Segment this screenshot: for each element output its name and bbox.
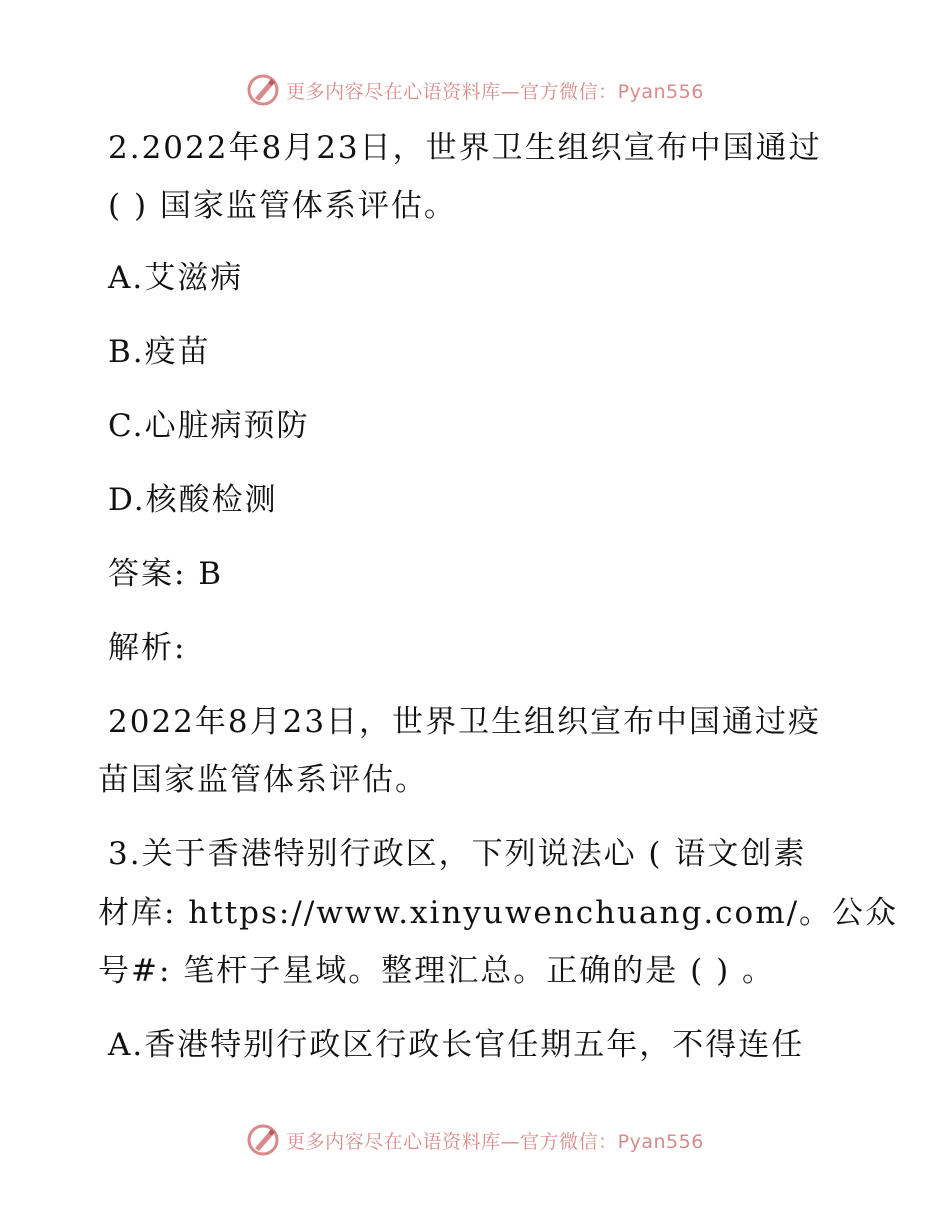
question2-analysis-label: 解析: [108, 630, 187, 666]
watermark-text: 更多内容尽在心语资料库—官方微信：Pyan556 [286, 80, 704, 103]
question2-stem-line1: 2.2022年8月23日，世界卫生组织宣布中国通过 [108, 130, 822, 166]
question2-stem-line2: ( ) 国家监管体系评估。 [108, 188, 457, 224]
question2-option-c: C.心脏病预防 [108, 408, 310, 444]
pen-logo-icon [246, 1123, 280, 1157]
question3-stem-line1: 3.关于香港特别行政区，下列说法心 ( 语文创素 [108, 836, 807, 872]
footer-watermark [0, 1120, 950, 1160]
question2-analysis-line2: 苗国家监管体系评估。 [98, 762, 428, 798]
question2-option-d: D.核酸检测 [108, 482, 278, 518]
question2-answer: 答案: B [108, 556, 224, 592]
question3-stem-line3: 号#: 笔杆子星域。整理汇总。正确的是 ( ) 。 [98, 953, 776, 989]
question2-analysis-line1: 2022年8月23日，世界卫生组织宣布中国通过疫 [108, 704, 822, 740]
pen-logo-icon [246, 73, 280, 107]
question2-option-b: B.疫苗 [108, 334, 211, 370]
watermark-text: 更多内容尽在心语资料库—官方微信：Pyan556 [286, 1130, 704, 1153]
question3-option-a: A.香港特别行政区行政长官任期五年，不得连任 [108, 1027, 805, 1063]
question3-stem-line2: 材库: https://www.xinyuwenchuang.com/。公众 [98, 895, 899, 931]
header-watermark [0, 70, 950, 110]
question2-option-a: A.艾滋病 [108, 260, 244, 296]
